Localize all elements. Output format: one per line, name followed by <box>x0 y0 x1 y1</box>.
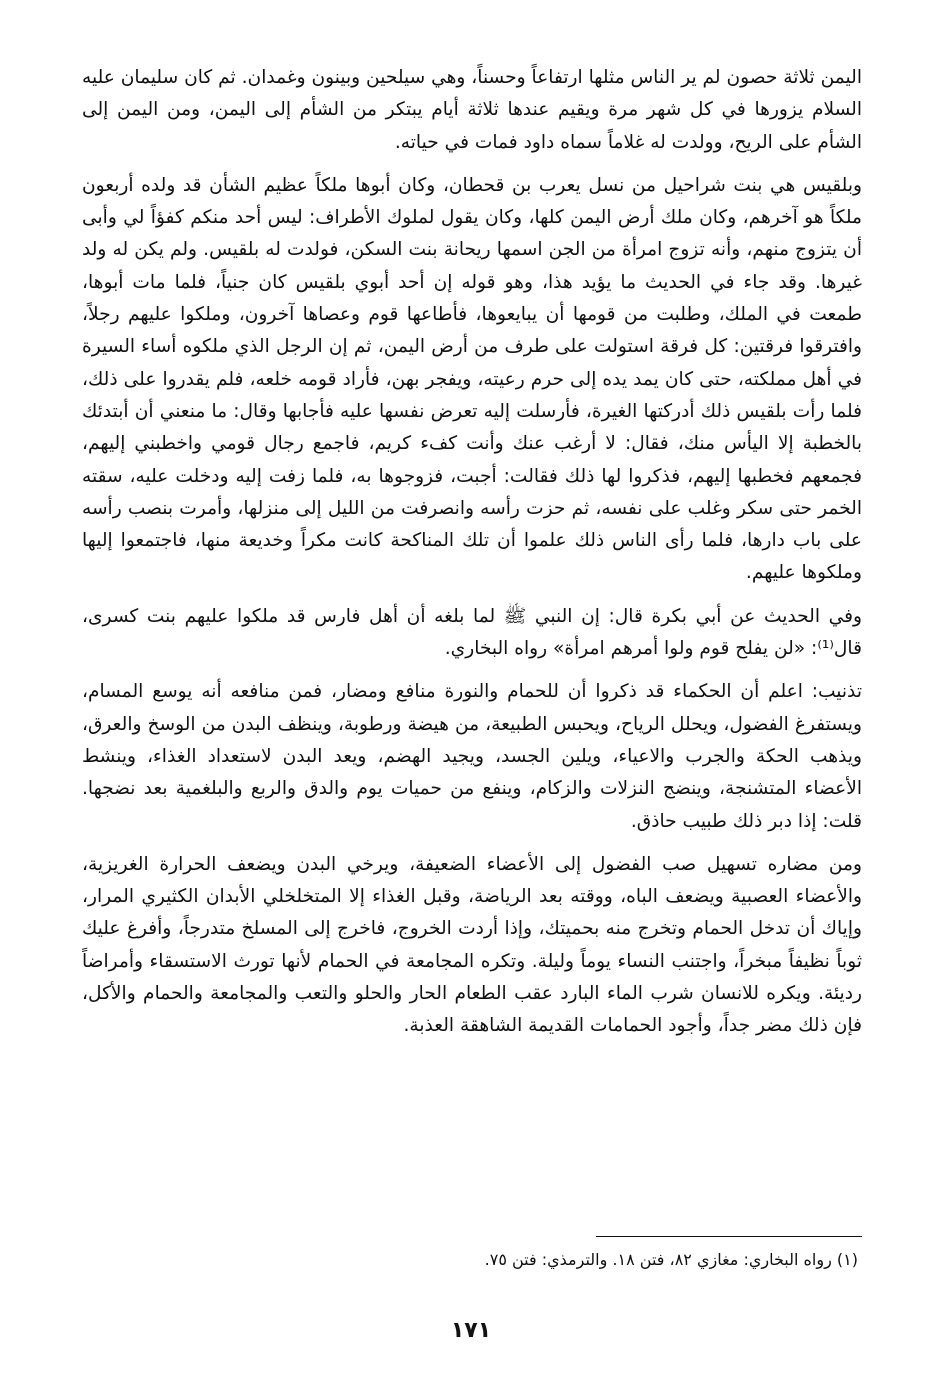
footnote: (١) رواه البخاري: مغازي ٨٢، فتن ١٨. والترمذي: فتن ٧٥. <box>484 1250 858 1269</box>
paragraph-yemen-fortresses: اليمن ثلاثة حصون لم ير الناس مثلها ارتفاعاً وحسناً، وهي سيلحين وبينون وغمدان. ثم كان سليمان عليه السلام يزورها في كل شهر مرة ويقيم عندها ثلاثة أيام يبتكر من الشأم إلى اليمن، ومن اليمن إلى الشأم على الريح، وولدت له غلاماً سماه داود فمات في حياته. <box>82 67 862 153</box>
page-number: ١٧١ <box>450 1318 492 1343</box>
main-text <box>82 62 862 1054</box>
paragraph-bath-harms: ومن مضاره تسهيل صب الفضول إلى الأعضاء الضعيفة، ويرخي البدن ويضعف الحرارة الغريزية، والأعضاء العصبية ويضعف الباه، ووقته بعد الرياضة، وقبل الغذاء إلا المتخلخلي الأبدان الكثيري المرار، وإياك أن تدخل الحمام وتخرج منه بحميتك، وإذا أردت الخروج، فاخرج إلى المسلخ متدرجاً، وأفرغ عليك ثوباً نظيفاً مبخراً، واجتنب النساء يوماً وليلة. وتكره المجامعة في الحمام لأنها تورث الاستسقاء وأمراضاً رديئة. ويكره للانسان شرب الماء البارد عقب الطعام الحار والحلو والتعب والمجامعة والحمام والأكل، فإن ذلك مضر جداً، وأجود الحمامات القديمة الشاهقة العذبة. <box>82 853 862 1037</box>
paragraph-bath-benefits: تذنيب: اعلم أن الحكماء قد ذكروا أن للحمام والنورة منافع ومضار، فمن منافعه أنه يوسع المسام، ويستفرغ الفضول، ويحلل الرياح، ويحبس الطبيعة، من هيضة ورطوبة، وينظف البدن من الوسخ والعرق، ويذهب الحكة والجرب والاعياء، ويلين الجسد، ويجيد الهضم، ويعد البدن لاستعداد الغذاء، وينشط الأعضاء المتشنجة، وينضج النزلات والزكام، وينفع من حميات يوم والدق والربع والبلغمية بعد نضجها. قلت: إذا دبر ذلك طبيب حاذق. <box>82 681 862 832</box>
paragraph-hadith: وفي الحديث عن أبي بكرة قال: إن النبي ﷺ لما بلغه أن أهل فارس قد ملكوا عليهم بنت كسرى، قال⁽¹⁾: «لن يفلح قوم ولوا أمرهم امرأة» رواه البخاري. <box>82 605 862 660</box>
footnote-divider <box>596 1236 862 1237</box>
paragraph-bilqis-story: وبلقيس هي بنت شراحيل من نسل يعرب بن قحطان، وكان أبوها ملكاً عظيم الشأن قد ولده أربعون ملكاً هو آخرهم، وكان ملك أرض اليمن كلها، وكان يقول لملوك الأطراف: ليس أحد منكم كفؤاً لي وأبى أن يتزوج منهم، وأنه تزوج امرأة من الجن اسمها ريحانة بنت السكن، فولدت له بلقيس. ولم يكن له ولد غيرها. وقد جاء في الحديث ما يؤيد هذا، وهو قوله إن أحد أبوي بلقيس كان جنياً، فلما مات أبوها، طمعت في الملك، وطلبت من قومها أن يبايعوها، فأطاعها قوم وعصاها آخرون، وملكوا عليهم رجلاً، وافترقوا فرقتين: كل فرقة استولت على طرف من أرض اليمن، ثم إن الرجل الذي ملكوه أساء السيرة في أهل مملكته، حتى كان يمد يده إلى حرم رعيته، ويفجر بهن، فأراد قومه خلعه، فلم يقدروا على ذلك، فلما رأت بلقيس ذلك أدركتها الغيرة، فأرسلت إليه تعرض نفسها عليه فأجابها وقال: ما منعني أن أبتدئك بالخطبة إلا اليأس منك، فقال: لا أرغب عنك وأنت كفء كريم، فاجمع رجال قومي واخطبني إليهم، فجمعهم فخطبها إليهم، فذكروا لها ذلك فقالت: أجبت، فزوجوها به، فلما زفت إليه ودخلت عليه، سقته الخمر حتى سكر وغلب على نفسه، ثم حزت رأسه وانصرفت من الليل إلى منزلها، وأمرت بنصب رأسه على باب دارها، فلما رأى الناس ذلك علموا أن تلك المناكحة كانت مكراً وخديعة منها، فاجتمعوا إليها وملكوها عليهم. <box>82 174 862 584</box>
